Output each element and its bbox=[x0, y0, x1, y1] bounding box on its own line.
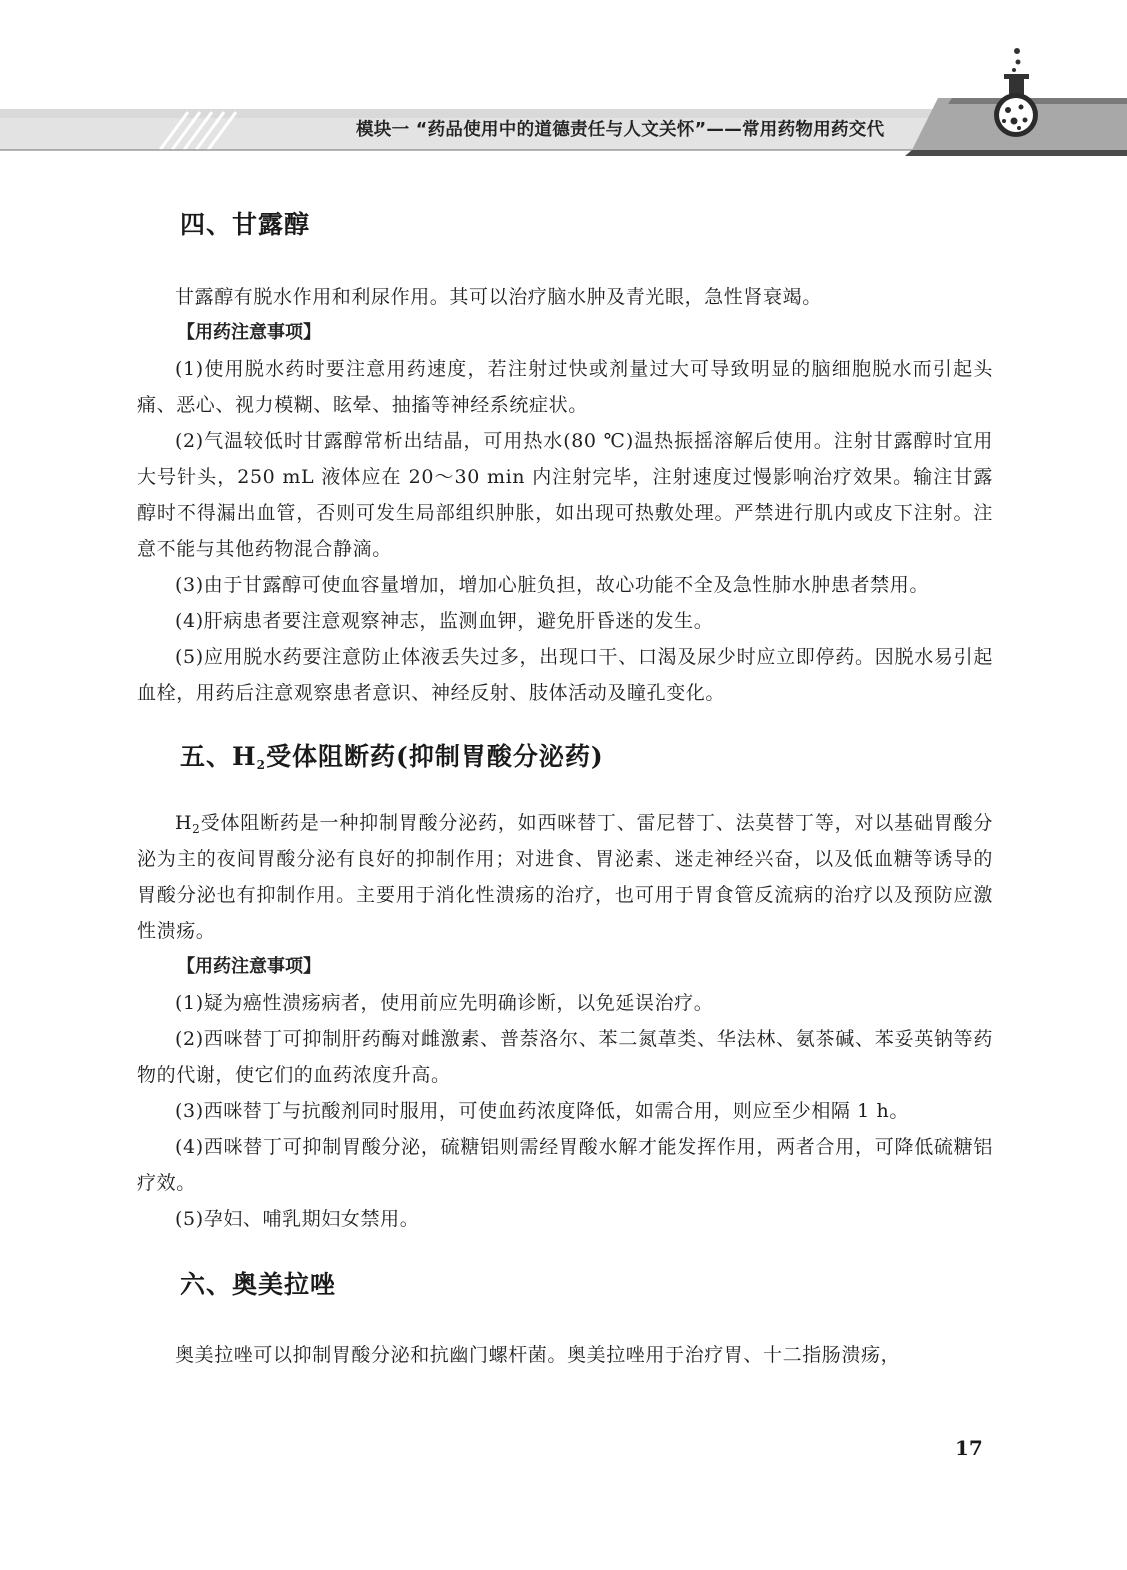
note-h2-blocker-2: (2)西咪替丁可抑制肝药酶对雌激素、普萘洛尔、苯二氮䓬类、华法林、氨茶碱、苯妥英钠等药物的代谢，使它们的血药浓度升高。 bbox=[137, 1028, 993, 1086]
section-title-h2-blocker: 五、$H_2$受体阻断药(抑制胃酸分泌药) bbox=[180, 742, 604, 772]
section-title-omeprazole: 六、奥美拉唑 bbox=[180, 1270, 337, 1299]
paragraph-mannitol-intro: 甘露醇有脱水作用和利尿作用。其可以治疗脑水肿及青光眼，急性肾衰竭。 bbox=[175, 286, 822, 308]
note-h2-blocker-1: (1)疑为癌性溃疡病者，使用前应先明确诊断，以免延误治疗。 bbox=[175, 992, 714, 1014]
flask-icon bbox=[994, 48, 1038, 137]
note-mannitol-2: (2)气温较低时甘露醇常析出结晶，可用热水(80 ℃)温热振摇溶解后使用。注射甘露醇时宜用大号针头，250 mL 液体应在 20～30 min 内注射完毕，注射速度过慢影响治疗效果。输注甘露醇时不得漏出血管，否则可发生局部组织肿胀，如出现可热敷处理。严禁进行肌内或皮下注射。注意不能与其他药物混合静滴。 bbox=[137, 430, 993, 560]
note-mannitol-3: (3)由于甘露醇可使血容量增加，增加心脏负担，故心功能不全及急性肺水肿患者禁用。 bbox=[175, 574, 929, 596]
note-mannitol-1: (1)使用脱水药时要注意用药速度，若注射过快或剂量过大可导致明显的脑细胞脱水而引起头痛、恶心、视力模糊、眩晕、抽搐等神经系统症状。 bbox=[137, 358, 993, 416]
note-mannitol-4: (4)肝病患者要注意观察神志，监测血钾，避免肝昏迷的发生。 bbox=[175, 610, 714, 632]
notes-heading-mannitol: 【用药注意事项】 bbox=[177, 322, 321, 343]
notes-heading-h2-blocker: 【用药注意事项】 bbox=[177, 956, 321, 977]
page-header bbox=[0, 0, 1127, 170]
page-number: 17 bbox=[955, 1436, 983, 1460]
page-content bbox=[137, 205, 993, 1373]
note-h2-blocker-5: (5)孕妇、哺乳期妇女禁用。 bbox=[175, 1208, 420, 1230]
note-mannitol-5: (5)应用脱水药要注意防止体液丢失过多，出现口干、口渴及尿少时应立即停药。因脱水易引起血栓，用药后注意观察患者意识、神经反射、肢体活动及瞳孔变化。 bbox=[137, 646, 993, 704]
paragraph-omeprazole-intro: 奥美拉唑可以抑制胃酸分泌和抗幽门螺杆菌。奥美拉唑用于治疗胃、十二指肠溃疡， bbox=[175, 1344, 901, 1366]
header-title: 模块一 “药品使用中的道德责任与人文关怀”——常用药物用药交代 bbox=[356, 120, 885, 140]
header-banner-graphic bbox=[0, 0, 1127, 170]
section-title-mannitol: 四、甘露醇 bbox=[180, 210, 311, 239]
note-h2-blocker-4: (4)西咪替丁可抑制胃酸分泌，硫糖铝则需经胃酸水解才能发挥作用，两者合用，可降低硫糖铝疗效。 bbox=[137, 1136, 993, 1194]
paragraph-h2-blocker-intro: $H_2$受体阻断药是一种抑制胃酸分泌药，如西咪替丁、雷尼替丁、法莫替丁等，对以基础胃酸分泌为主的夜间胃酸分泌有良好的抑制作用；对进食、胃泌素、迷走神经兴奋，以及低血糖等诱导的胃酸分泌也有抑制作用。主要用于消化性溃疡的治疗，也可用于胃食管反流病的治疗以及预防应激性溃疡。 bbox=[137, 812, 993, 942]
note-h2-blocker-3: (3)西咪替丁与抗酸剂同时服用，可使血药浓度降低，如需合用，则应至少相隔 1 h。 bbox=[175, 1100, 909, 1122]
